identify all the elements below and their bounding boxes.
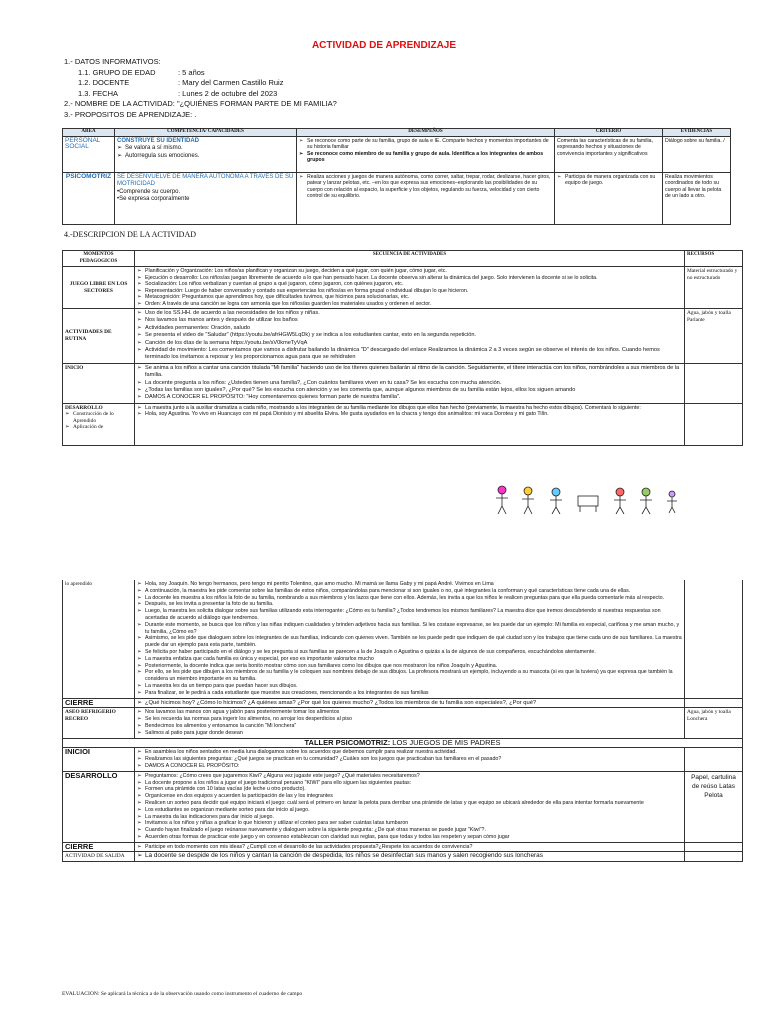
moment-label: lo aprendido (63, 580, 135, 698)
resources-cell: Agua, jabón y toalla Lonchera (685, 708, 743, 738)
resources-cell (685, 852, 743, 862)
col-header: EVIDENCIAS (663, 129, 731, 137)
activity-item: ➢ Nos lavamos las manos con agua y jabón para posteriormente tomar los alimentos (145, 709, 682, 716)
activity-cell (135, 363, 685, 403)
resources-cell (685, 698, 743, 708)
activity-item: ➢ La maestra les da un tiempo para que puedan hacer sus dibujos. (145, 683, 682, 690)
moment-sub: ➢ Aplicación de (73, 424, 132, 431)
col-header: RECURSOS (685, 251, 743, 267)
activity-table-continued (62, 580, 743, 862)
activity-item: ➢ Durante este momento, se busca que los niños y las niñas indiquen cualidades y brinden adjetivos hacia sus familias. Si les costase expresarse, se les puede dar un ejemplo: Mi familia es especial, cariñosa y me aman mucho, y tu familia, ¿Cómo es? (145, 622, 682, 636)
col-header: DESEMPEÑOS (297, 129, 555, 137)
workshop-title (63, 738, 743, 748)
activity-item: ➢ Canción de los días de la semana https://youtu.be/sV0kmeTyVqA (145, 340, 682, 347)
criteria-item: ➢ Participa de manera organizada con su equipo de juego. (565, 174, 660, 187)
activity-item: ➢ Orden: A través de una canción se logra con armonía que los niños/as guarden los materiales usados y ordenen el sector. (145, 301, 682, 308)
activity-item: ➢ En asamblea los niños sentados en media luna dialogamos sobre los acuerdos que debemos cumplir para realizar nuestra actividad. (145, 749, 682, 756)
activity-item: ➢ La docente pregunta a los niños: ¿Ustedes tienen una familia?, ¿Con cuántos familiares viven en tu casa? Se les escucha con mucha atención. (145, 380, 682, 387)
capacity-item: ➢ Autorregula sus emociones. (125, 153, 294, 161)
competence-title: CONSTRUYE SU IDENTIDAD (117, 137, 200, 144)
activity-item: ➢ Ejecución o desarrollo: Los niños/as juegan libremente de acuerdo a lo que han pensado hacer. La docente observa sin alterar la dinámica del juego. Solo intervienen la docente si se lo solicita. (145, 275, 682, 282)
activity-item: ➢ Por ello, se les pide que dibujen a los miembros de su familia y le coloquen sus nombres debajo de sus dibujos. La profesora mostrará un ejemplo, incluyendo a su mascota (si es que la tuviera) ya que expresa que también la considera un miembro importante en su familia. (145, 669, 682, 683)
workshop-title-bold: TALLER PSICOMOTRIZ: (304, 737, 391, 747)
activity-item: ➢ Planificación y Organización: Los niños/as planifican y organizan su juego, deciden a qué jugar, con quién jugar, cómo jugar, etc. (145, 268, 682, 275)
info-section (64, 57, 337, 120)
criteria-cell (555, 172, 663, 224)
resources-cell (685, 403, 743, 445)
competence-cell (115, 172, 297, 224)
purposes-heading: 3.- PROPOSITOS DE APRENDIZAJE: . (64, 109, 197, 119)
activity-item: ➢ Metacognición: Preguntamos que aprendimos hoy, que dificultades tuvimos, que hicimos para solucionarlas, etc. (145, 294, 682, 301)
activity-item: ➢ Los estudiantes se organizan mediante sorteo para dar inicio al juego. (145, 807, 682, 814)
activity-item: ➢ Actividad de movimiento: Les comentamos que vamos a disfrutar bailando la dinámica "D" descargado del enlace Realizamos la dinámica 2 a 3 veces según se observe el interés de los niños. Cuando hemos terminado los invitamos a reposar y les proporcionamos agua para que se rehidraten (145, 347, 682, 362)
col-header: AREA (63, 129, 115, 137)
col-header: CRITERIO (555, 129, 663, 137)
activity-item: ➢ Realizamos las siguientes preguntas: ¿Qué juegos se practican en tu comunidad? ¿Cuáles son los juegos que practicaban tus familiares en el pasado? (145, 756, 682, 763)
activity-item: ➢ Luego, la maestra les solicita dialogar sobre sus familias utilizando esta interrogante: ¿Cómo es tu familia? ¿Todos tendremos los mismos familiares? La maestra dice que iremos descubriendo si nuestras respuestas son acertadas de acuerdo al diálogo que tendremos. (145, 608, 682, 622)
document-title: ACTIVIDAD DE APRENDIZAJE (311, 40, 457, 51)
activity-cell (135, 852, 685, 862)
resources-cell: Papel, cartulina de reúso Latas Pelota (685, 771, 743, 842)
activity-item: ➢ A continuación, la maestra les pide comentar sobre las familias de estos niños, comparándolas para mencionar si son iguales o no, qué integrantes la conforman y qué características tiene cada una de ellas. (145, 588, 682, 595)
moment-label (63, 403, 135, 445)
capacity-item: ➢ Se valora a sí mismo. (125, 145, 294, 153)
activity-cell (135, 267, 685, 309)
activity-item: ➢ Bendecimos los alimentos y entonamos la canción "Mi lonchera" (145, 723, 682, 730)
performance-cell (297, 136, 555, 172)
activity-item: ➢ Invitamos a los niños y niñas a graficar lo que hicieron y utilizar el conteo para ser saber cuántas latas tumbaron (145, 820, 682, 827)
workshop-title-text: LOS JUEGOS DE MIS PADRES (390, 737, 501, 747)
moment-label: ACTIVIDADES DE RUTINA (63, 309, 135, 364)
activity-item: ➢ Asimismo, se les pide que dialoguen sobre los integrantes de sus familias, indicando con quienes viven. También se les puede pedir que indiquen de qué ciudad son y los trabajos que tiene cada uno de sus familiares. La maestra puede dar un ejemplo para esta parte, también. (145, 635, 682, 649)
performance-item: ➢ Se reconoce como parte de su familia, grupo de aula e IE. Comparte hechos y momentos importantes de su historia familiar (307, 138, 552, 151)
col-header: MOMENTOS PEDAGOGICOS (63, 251, 135, 267)
info-value: : 5 años (178, 67, 205, 77)
activity-item: ➢ La docente les muestra a los niños la foto de su familia, nombrando a sus miembros y los lazos que tiene con ellos. Además, les invita a que los niños le realicen preguntas para que ella pueda comentarle más al respecto. (145, 595, 682, 602)
activity-item: ➢ La maestra junto a la auxiliar dramatiza a cada niño, mostrando a los integrantes de su familia mediante los dibujos que ellos han hecho (previamente, la maestra ha hecho estos dibujos). Comentará lo siguiente: (145, 405, 682, 412)
activity-table (62, 250, 743, 446)
activity-cell (135, 748, 685, 771)
section-heading: 4.-DESCRIPCION DE LA ACTIVIDAD (64, 230, 196, 239)
area-cell: PSICOMOTRIZ (63, 172, 115, 224)
moment-label: ASEO REFRIGERIO RECREO (63, 708, 135, 738)
evidence-cell: Realiza movimientos coordinados de todo su cuerpo al llevar la pelota de un lado a otro. (663, 172, 731, 224)
capacity-item: •Se expresa corporalmente (117, 196, 190, 203)
activity-item: ➢ La docente propone a los niños a jugar el juego tradicional peruano "KIWI" para ello siguen las siguientes pautas: (145, 780, 682, 787)
activity-cell (135, 842, 685, 852)
activity-item: ➢ Para finalizar, se le pedirá a cada estudiante que muestre sus creaciones, mencionando a los integrantes de sus familias (145, 690, 682, 697)
activity-item: ➢ Organícense en dos equipos y acuerden la participación de las y los integrantes (145, 793, 682, 800)
evidence-cell: Diálogo sobre su familia. / (663, 136, 731, 172)
activity-item: ➢ Uso de los SS.HH. de acuerdo a las necesidades de los niños y niñas. (145, 310, 682, 317)
resources-cell: Material estructurado y no estructurado (685, 267, 743, 309)
activity-cell (135, 708, 685, 738)
activity-item: ➢ Cuando hayan finalizado el juego reúnanse nuevamente y dialoguen sobre la siguiente pregunta: ¿De qué otras maneras se puede jugar "Kiwi"?. (145, 827, 682, 834)
activity-cell (135, 698, 685, 708)
moment-label: INICIOI (63, 748, 135, 771)
activity-item: ➢ Se felicita por haber participado en el diálogo y se les pregunta si sus familias se parecen a la de Joaquín o Agustina o quizás a la de algunos de sus compañeros, escuchándolos atentamente. (145, 649, 682, 656)
performance-item: ➢ Realiza acciones y juegos de manera autónoma, como correr, saltar, trepar, rodar, deslizarse, hacer giros, patear y lanzar pelotas, etc. –en los que expresa sus emociones–explorando las posibilidades de su cuerpo con relación al espacio, la superficie y los objetos, regulando su fuerza, velocidad y con cierto control de su equilibrio. (307, 174, 552, 200)
activity-item: ➢ Representación: Luego de haber conversado y contado sus experiencias los niños/as en forma grupal o individual dibujan lo que hicieron. (145, 288, 682, 295)
evaluation-note: EVALUACION: Se aplicará la técnica a de la observación usando como instrumento el cuaderno de campo (62, 991, 303, 997)
activity-item: ➢ La docente se despide de los niños y cantan la canción de despedida, los niños se desinfectan sus manos y salen recogiendo sus loncheras (145, 853, 682, 860)
activity-item: ➢ Se les recuerda las normas para ingerir los alimentos, no arrojar los desperdicios al piso (145, 716, 682, 723)
resources-cell (685, 748, 743, 771)
info-key: 1.3. FECHA (78, 88, 119, 98)
resources-cell: Agua, jabón y toalla Parlante (685, 309, 743, 364)
activity-cell (135, 580, 685, 698)
info-key: 1.1. GRUPO DE EDAD (78, 67, 156, 77)
info-heading: 1.- DATOS INFORMATIVOS: (64, 57, 161, 66)
activity-item: ➢ ¿Qué hicimos hoy? ¿Cómo lo hicimos? ¿A quiénes amas? ¿Por qué los quieres mucho? ¿Todos los miembros de tu familia son especiales?, ¿Por qué? (145, 700, 682, 707)
activity-item: ➢ Salimos al patio para jugar donde desean (145, 730, 682, 737)
info-row (78, 89, 337, 100)
purposes-table (62, 128, 731, 225)
info-key: 1.2. DOCENTE (78, 78, 130, 87)
info-row (78, 68, 337, 79)
col-header: SECUENCIA DE ACTIVIDADES (135, 251, 685, 267)
activity-item: ➢ DAMOS A CONOCER EL PROPÓSITO: "Hoy comentaremos quienes forman parte de nuestra familia". (145, 394, 682, 401)
info-value: : Mary del Carmen Castillo Ruiz (178, 78, 284, 87)
competence-title: SE DESENVUELVE DE MANERA AUTÓNOMA A TRAVÉS DE SU MOTRICIDAD (117, 173, 294, 188)
performance-item: ➢ Se reconoce como miembro de su familia y grupo de aula. Identifica a los integrantes de ambos grupos (307, 151, 552, 164)
activity-item: ➢ Se presenta el video de "Saludar" (https://youtu.be/afrHGW5LqDk) y se indica a los estudiantes cantar, esto en la segunda repetición. (145, 332, 682, 339)
activity-item: ➢ Después, se les invita a presentar la foto de su familia. (145, 601, 682, 608)
activity-item: ➢ Acuerden otras formas de practicar este juego y en consenso establezcan con claridad sus reglas, para que todas y todos las respeten y sepan cómo jugar (145, 834, 682, 841)
criteria-cell: Comenta las características de su familia, expresando hechos y situaciones de convivencia importantes y significativos (555, 136, 663, 172)
moment-sub: ➢ Construcción de lo Aprendido (73, 411, 132, 424)
info-value: : Lunes 2 de octubre del 2023 (178, 88, 278, 98)
area-cell: PERSONAL SOCIAL (63, 136, 115, 172)
activity-name: 2.- NOMBRE DE LA ACTIVIDAD: "¿QUIÉNES FORMAN PARTE DE MI FAMILIA? (64, 99, 337, 108)
activity-cell (135, 771, 685, 842)
activity-item: ➢ La maestra da las indicaciones para dar inicio al juego. (145, 814, 682, 821)
moment-label: JUEGO LIBRE EN LOS SECTORES (63, 267, 135, 309)
activity-cell (135, 309, 685, 364)
moment-label: CIERRE (63, 698, 135, 708)
activity-item: ➢ Actividades permanentes: Oración, saludo (145, 325, 682, 332)
moment-label: ACTIVIDAD DE SALIDA (63, 852, 135, 862)
activity-item: ➢ Se anima a los niños a cantar una canción titulada "Mi familia" haciendo uso de los títeres quienes bailarán al ritmo de la canción. Seguidamente, el títere interactúa con los niños, nombrándoles a sus miembros de la familia. (145, 365, 682, 380)
activity-item: ➢ DAMOS A CONOCER EL PROPÓSITO: (145, 763, 682, 770)
activity-item: ➢ Preguntamos: ¿Cómo crees que jugaremos Kiwi? ¿Alguna vez jugaste este juego? ¿Qué materiales necesitaremos? (145, 773, 682, 780)
moment-title: DESARROLLO (65, 404, 103, 411)
competence-cell (115, 136, 297, 172)
activity-item: ➢ La maestra enfatiza que cada familia es única y especial, por eso es importante valorarlos mucho (145, 656, 682, 663)
activity-item: ➢ Nos lavamos las manos antes y después de utilizar los baños (145, 317, 682, 324)
activity-item: ➢ Participe en todo momento con mis ideas? ¿Cumplí con el desarrollo de las actividades propuesta?¿Respete los acuerdos de convivencia? (145, 844, 682, 851)
activity-item: ➢ Socialización: Los niños verbalizan y cuentan al grupo a qué jugaron, cómo jugaron, con quiénes jugaron, etc. (145, 281, 682, 288)
resources-cell (685, 363, 743, 403)
activity-cell (135, 403, 685, 445)
activity-item: ➢ Hola, soy Joaquín. No tengo hermanos, pero tengo mi perrito Tolentino, que amo mucho. Mi mamá se llama Gaby y mi papá André. Vivimos en Lima (145, 581, 682, 588)
moment-label: DESARROLLO (63, 771, 135, 842)
resources-cell (685, 842, 743, 852)
moment-label: INICIO (63, 363, 135, 403)
activity-item: ➢ Hola, soy Agustina. Yo vivo en Huancayo con mi papá Dionisio y mi abuelita Elvira. Me gusta ayudarlos en la chacra y tengo dos animalitos: mi vaca Dorotea y mi gato Tilín. (145, 411, 682, 418)
performance-cell (297, 172, 555, 224)
col-header: COMPETENCIA/ CAPACIDADES (115, 129, 297, 137)
capacity-item: •Comprende su cuerpo. (117, 188, 181, 195)
moment-label: CIERRE (63, 842, 135, 852)
family-drawings-image (490, 482, 690, 516)
info-row (78, 78, 337, 89)
activity-item: ➢ ¿Todas las familias son iguales?, ¿Por qué? Se les escucha con atención y se les comenta que, aunque algunos miembros de su familia están lejos, ellos los siguen amando (145, 387, 682, 394)
activity-item: ➢ Formen una pirámide con 10 latas vacías (de leche u otro producto). (145, 786, 682, 793)
activity-item: ➢ Realicen un sorteo para decidir qué equipo iniciará el juego: cuál será el primero en lanzar la pelota para derribar una pirámide de latas y que equipo se ubicará alrededor de ella para intentar formarla nuevamente (145, 800, 682, 807)
activity-item: ➢ Posteriormente, la docente indica que seria bonito mostrar cómo son sus familiares como los dibujos que nos mostraron los niños Joaquín y Agustina. (145, 663, 682, 670)
resources-cell (685, 580, 743, 698)
